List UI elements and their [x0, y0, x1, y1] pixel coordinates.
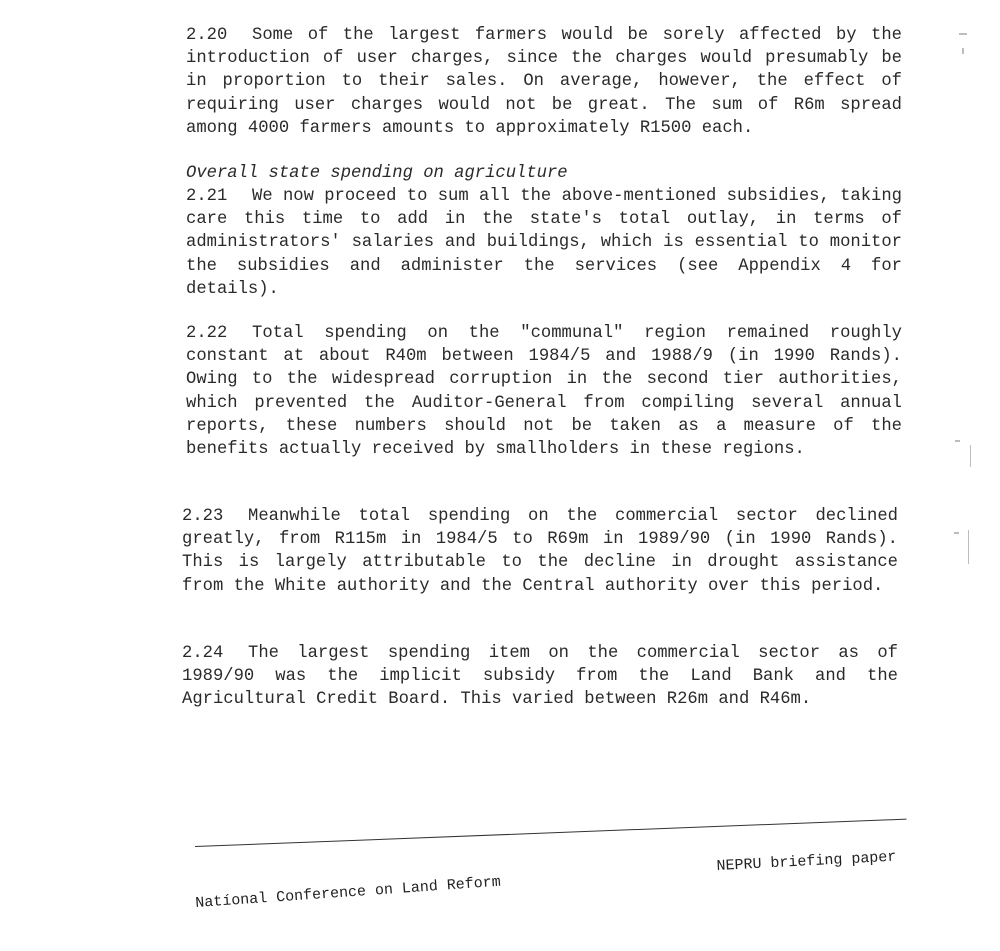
scan-mark	[970, 445, 971, 467]
paragraph-text: We now proceed to sum all the above-mentioned subsidies, taking care this time to add in the state's total outlay, in terms of administrators' salaries and buildings, which is essential to monitor the subsidies and administer the services (see Appendix 4 for details).	[186, 187, 902, 299]
footer-left-text: Natíonal Conference on Land Reform	[194, 873, 502, 912]
paragraph-number: 2.20	[186, 26, 228, 45]
paragraph-text: Total spending on the "communal" region remained roughly constant at about R40m between 1984/5 and 1988/9 (in 1990 Rands). Owing to the widespread corruption in the second tier authorities, which prevented the Auditor-General from compiling several annual reports, these numbers should not be taken as a measure of the benefits actually received by smallholders in these regions.	[186, 324, 902, 460]
paragraph-number: 2.22	[186, 324, 228, 343]
paragraph-2-22	[186, 322, 902, 461]
paragraph-2-20	[186, 24, 902, 140]
paragraph-2-24	[182, 642, 898, 712]
paragraph-text: The largest spending item on the commercial sector as of 1989/90 was the implicit subsidy from the Land Bank and the Agricultural Credit Board. This varied between R26m and R46m.	[182, 644, 898, 710]
paragraph-number: 2.24	[182, 644, 224, 663]
paragraph-text: Meanwhile total spending on the commercial sector declined greatly, from R115m in 1984/5 to R69m in 1989/90 (in 1990 Rands). This is largely attributable to the decline in drought assistance from the White authority and the Central authority over this period.	[182, 507, 898, 596]
footer-rule	[195, 819, 907, 847]
paragraph-2-21	[186, 185, 902, 301]
scan-mark	[959, 33, 967, 35]
scan-mark	[968, 530, 969, 564]
scan-mark	[962, 48, 964, 54]
scan-mark	[955, 440, 960, 442]
scan-mark	[954, 532, 959, 534]
paragraph-text: Some of the largest farmers would be sorely affected by the introduction of user charges, since the charges would presumably be in proportion to their sales. On average, however, the effect of requiring user charges would not be great. The sum of R6m spread among 4000 farmers amounts to approximately R1500 each.	[186, 26, 902, 138]
section-heading: Overall state spending on agriculture	[186, 164, 568, 183]
paragraph-2-23	[182, 505, 898, 598]
footer-right-text: NEPRU briefing paper	[716, 848, 897, 875]
paragraph-number: 2.23	[182, 507, 224, 526]
paragraph-number: 2.21	[186, 187, 228, 206]
